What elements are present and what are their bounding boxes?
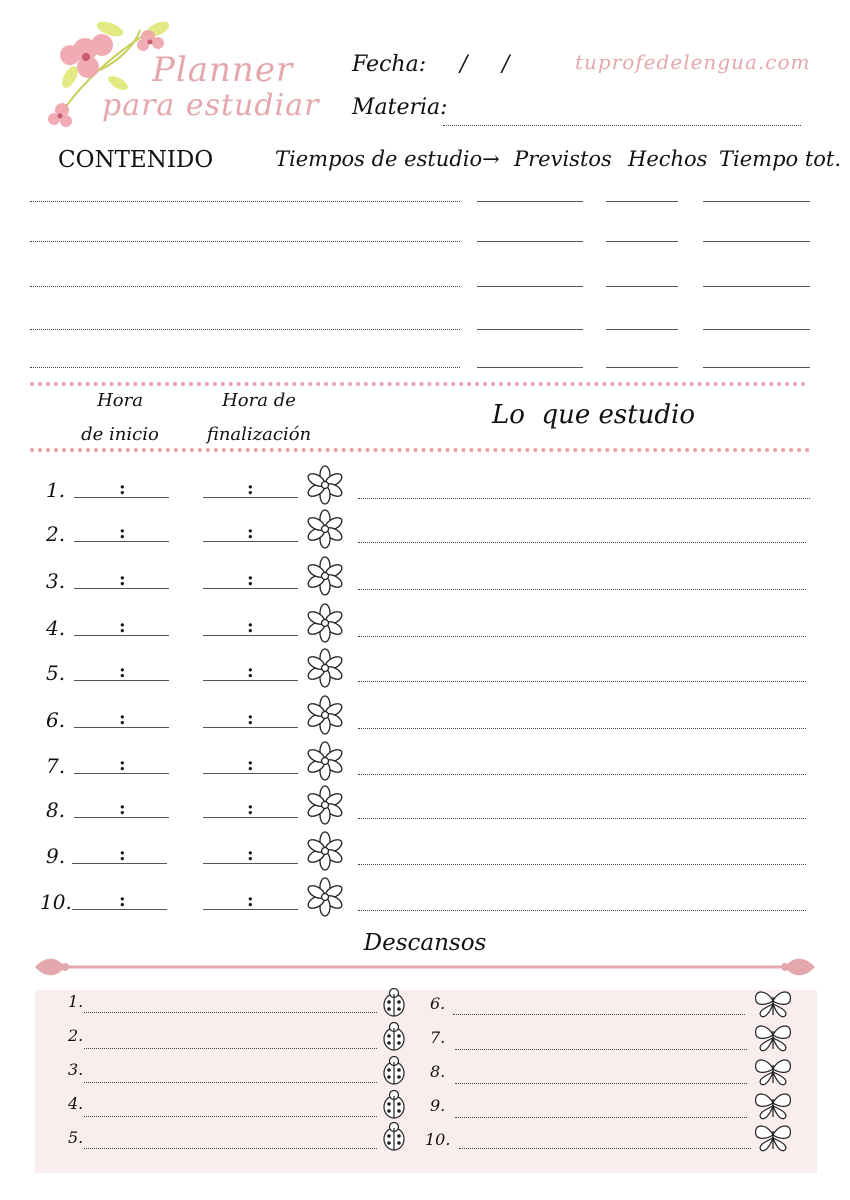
tiempos-header-text: Tiempos de estudio: [275, 147, 483, 171]
butterfly-icon: [753, 988, 793, 1018]
ladybug-icon: [380, 988, 408, 1018]
previstos-line[interactable]: [477, 329, 583, 330]
hora-fin-line2: finalización: [206, 424, 312, 445]
break-field[interactable]: [455, 1083, 747, 1084]
row-number: 2.: [46, 522, 66, 546]
break-item: [0, 1024, 425, 1050]
break-item: [425, 1024, 815, 1050]
fecha-label: Fecha:: [352, 52, 427, 77]
planner-title-line1: Planner: [152, 50, 294, 90]
row-number: 8.: [46, 798, 66, 822]
ladybug-icon: [380, 1122, 408, 1152]
previstos-line[interactable]: [477, 367, 583, 368]
break-number: 5.: [68, 1128, 84, 1147]
study-row: [0, 567, 850, 597]
tiempo-tot-line[interactable]: [703, 286, 810, 287]
hechos-line[interactable]: [606, 241, 678, 242]
break-number: 7.: [430, 1028, 446, 1047]
start-time-colon: :: [119, 708, 126, 729]
study-topic-field[interactable]: [358, 774, 806, 775]
tiempo-tot-line[interactable]: [703, 367, 810, 368]
study-topic-field[interactable]: [358, 728, 806, 729]
date-slash-1: /: [460, 52, 468, 77]
break-number: 9.: [430, 1096, 446, 1115]
start-time-colon: :: [119, 844, 126, 865]
break-number: 1.: [68, 992, 84, 1011]
start-time-colon: :: [119, 798, 126, 819]
content-line[interactable]: [30, 286, 460, 287]
butterfly-icon: [753, 1022, 793, 1052]
start-time-colon: :: [119, 616, 126, 637]
contenido-header: CONTENIDO: [58, 147, 214, 173]
break-item: [425, 1092, 815, 1118]
break-field[interactable]: [459, 1148, 751, 1149]
flower-icon: [304, 555, 346, 597]
hechos-line[interactable]: [606, 286, 678, 287]
break-item: [0, 1058, 425, 1084]
start-time-colon: :: [119, 522, 126, 543]
study-row: [0, 888, 850, 918]
study-row: [0, 520, 850, 550]
break-item: [425, 1126, 815, 1152]
study-topic-field[interactable]: [358, 636, 806, 637]
tiempos-header: [275, 147, 500, 171]
tiempo-tot-line[interactable]: [703, 201, 810, 202]
hora-inicio-header: [80, 384, 160, 452]
break-field[interactable]: [453, 1014, 745, 1015]
row-number: 1.: [46, 478, 66, 502]
butterfly-icon: [753, 1056, 793, 1086]
study-topic-field[interactable]: [358, 910, 806, 911]
study-row: [0, 796, 850, 826]
break-field[interactable]: [84, 1082, 377, 1083]
hora-fin-line1: Hora de: [222, 390, 296, 411]
date-slash-2: /: [502, 52, 510, 77]
break-item: [0, 990, 425, 1016]
dotted-divider: [30, 448, 810, 452]
row-number: 9.: [46, 844, 66, 868]
hechos-line[interactable]: [606, 367, 678, 368]
previstos-line[interactable]: [477, 201, 583, 202]
study-row: [0, 659, 850, 689]
study-row: [0, 842, 850, 872]
hechos-header: Hechos: [628, 147, 708, 171]
end-time-colon: :: [247, 890, 254, 911]
break-field[interactable]: [84, 1116, 377, 1117]
descansos-title: Descansos: [363, 930, 487, 956]
break-field[interactable]: [84, 1048, 377, 1049]
flower-icon: [304, 876, 346, 918]
end-time-colon: :: [247, 708, 254, 729]
break-number: 6.: [430, 994, 446, 1013]
content-line[interactable]: [30, 241, 460, 242]
ornamental-divider: [35, 952, 815, 982]
break-number: 4.: [68, 1094, 84, 1113]
end-time-colon: :: [247, 478, 254, 499]
study-row: [0, 752, 850, 782]
ladybug-icon: [380, 1056, 408, 1086]
break-item: [425, 990, 815, 1016]
break-number: 3.: [68, 1060, 84, 1079]
hora-inicio-line2: de inicio: [81, 424, 159, 445]
end-time-colon: :: [247, 754, 254, 775]
break-number: 2.: [68, 1026, 84, 1045]
tiempo-tot-header: Tiempo tot.: [719, 147, 842, 171]
row-number: 3.: [46, 569, 66, 593]
flower-icon: [304, 508, 346, 550]
hora-inicio-line1: Hora: [97, 390, 143, 411]
content-line[interactable]: [30, 329, 460, 330]
row-number: 7.: [46, 754, 66, 778]
start-time-colon: :: [119, 754, 126, 775]
previstos-line[interactable]: [477, 286, 583, 287]
start-time-colon: :: [119, 890, 126, 911]
study-topic-field[interactable]: [358, 589, 806, 590]
break-field[interactable]: [455, 1117, 747, 1118]
start-time-colon: :: [119, 661, 126, 682]
break-item: [0, 1092, 425, 1118]
flower-icon: [304, 740, 346, 782]
start-time-colon: :: [119, 569, 126, 590]
hora-fin-header: [200, 384, 318, 452]
break-field[interactable]: [84, 1012, 377, 1013]
break-field[interactable]: [84, 1148, 377, 1149]
ladybug-icon: [380, 1090, 408, 1120]
break-number: 10.: [425, 1130, 451, 1149]
flower-icon: [304, 694, 346, 736]
study-row: [0, 706, 850, 736]
end-time-colon: :: [247, 798, 254, 819]
planner-title-line2: para estudiar: [102, 88, 320, 123]
study-topic-field[interactable]: [358, 864, 806, 865]
hechos-line[interactable]: [606, 201, 678, 202]
start-time-colon: :: [119, 478, 126, 499]
study-topic-field[interactable]: [358, 818, 806, 819]
end-time-colon: :: [247, 844, 254, 865]
materia-field[interactable]: [443, 125, 801, 126]
end-time-colon: :: [247, 569, 254, 590]
website-text: tuprofedelengua.com: [575, 50, 811, 74]
end-time-colon: :: [247, 616, 254, 637]
content-line[interactable]: [30, 201, 460, 202]
row-number: 4.: [46, 616, 66, 640]
row-number: 6.: [46, 708, 66, 732]
end-time-colon: :: [247, 522, 254, 543]
break-item: [0, 1126, 425, 1152]
study-row: [0, 614, 850, 644]
tiempo-tot-line[interactable]: [703, 241, 810, 242]
previstos-line[interactable]: [477, 241, 583, 242]
break-item: [425, 1058, 815, 1084]
butterfly-icon: [753, 1122, 793, 1152]
hechos-line[interactable]: [606, 329, 678, 330]
break-field[interactable]: [455, 1049, 747, 1050]
study-topic-field[interactable]: [358, 542, 806, 543]
ladybug-icon: [380, 1022, 408, 1052]
flower-icon: [304, 784, 346, 826]
end-time-colon: :: [247, 661, 254, 682]
flower-icon: [304, 602, 346, 644]
flower-icon: [304, 830, 346, 872]
butterfly-icon: [753, 1090, 793, 1120]
study-row: [0, 476, 850, 506]
study-topic-field[interactable]: [358, 498, 810, 499]
arrow-icon: →: [482, 147, 500, 171]
previstos-header: Previstos: [514, 147, 612, 171]
flower-icon: [304, 464, 346, 506]
break-number: 8.: [430, 1062, 446, 1081]
materia-label: Materia:: [352, 95, 448, 120]
flower-icon: [304, 647, 346, 689]
row-number: 5.: [46, 661, 66, 685]
tiempo-tot-line[interactable]: [703, 329, 810, 330]
content-line[interactable]: [30, 367, 460, 368]
row-number: 10.: [40, 890, 72, 914]
study-topic-field[interactable]: [358, 681, 806, 682]
lo-que-estudio-header: Lo que estudio: [492, 400, 696, 430]
